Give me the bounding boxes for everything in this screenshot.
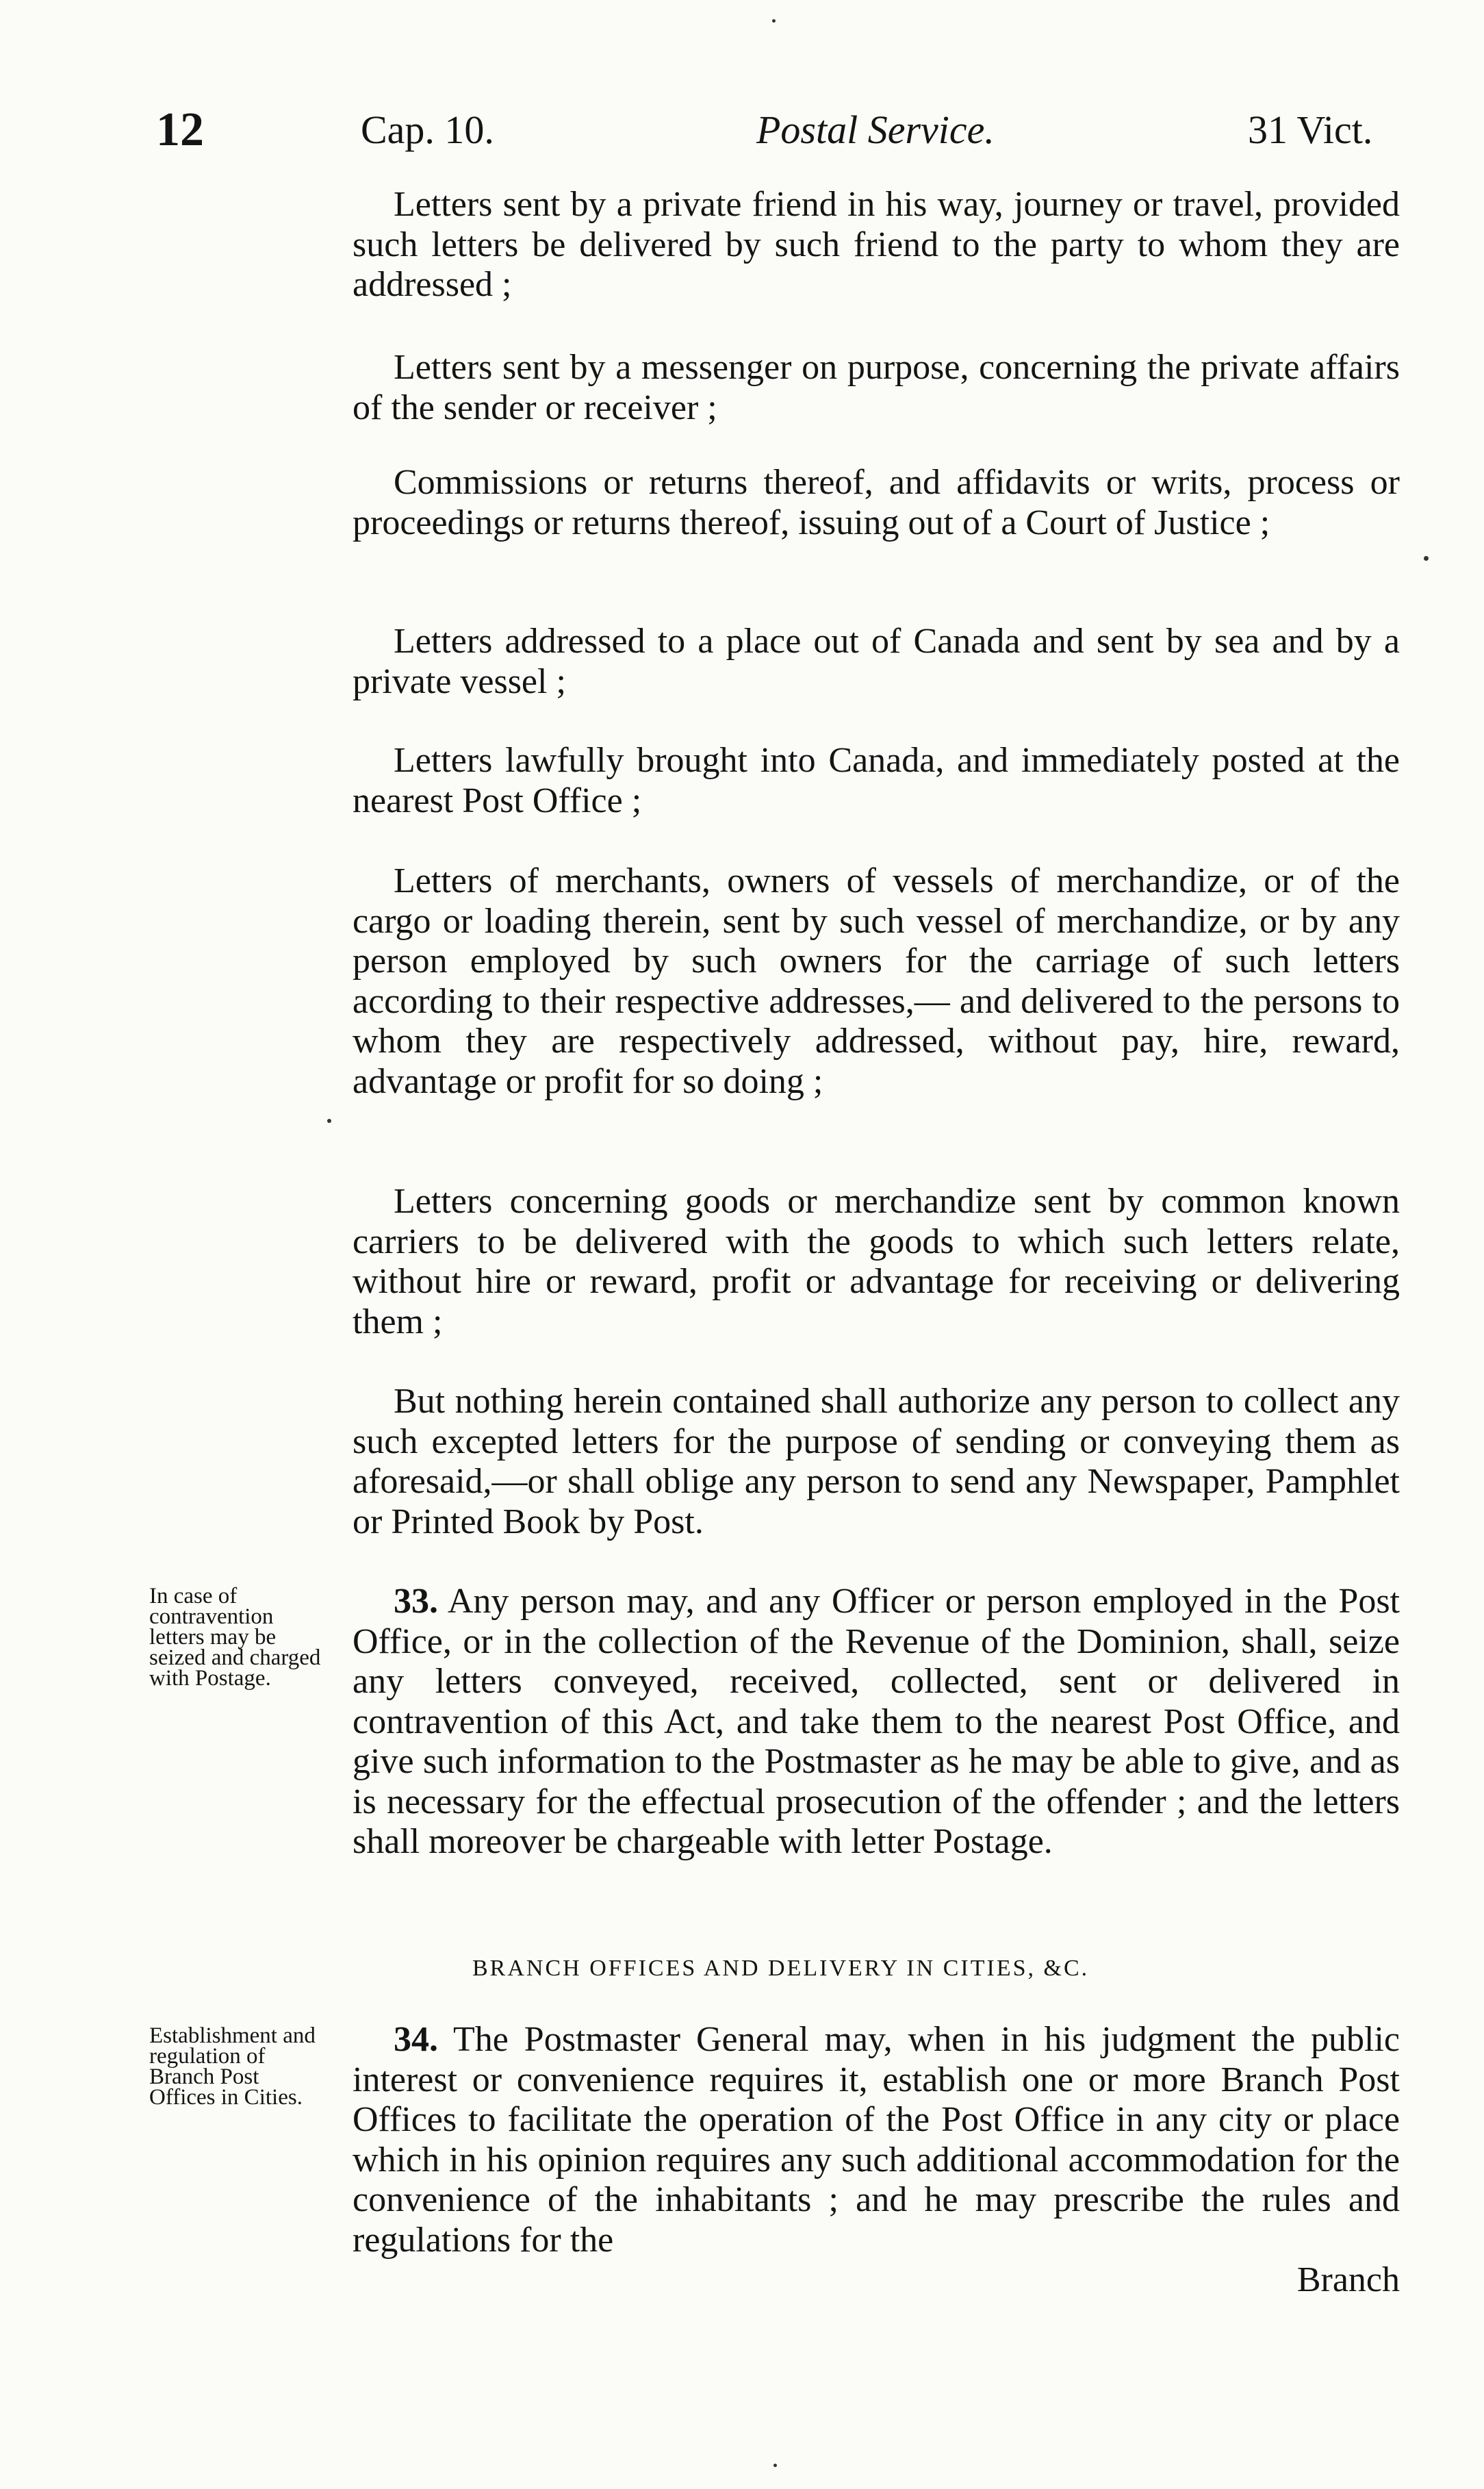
- paragraph-text: Letters of merchants, owners of vessels of merchandize, or of the cargo or loading therein, sent by such vessel of merchandize, or by any person employed by such owners for the carriage of such letters according to their respective addresses,— and delivered to the persons to whom they are respectively addressed, without pay, hire, reward, advantage or profit for so doing ;: [353, 861, 1400, 1101]
- section-33: [353, 1582, 1400, 1862]
- paragraph-merchants: [353, 861, 1400, 1102]
- running-title: Postal Service.: [756, 108, 995, 152]
- section-number: 34.: [394, 2020, 438, 2059]
- margin-note-section-34: Establishment and regulation of Branch Post Offices in Cities.: [149, 2023, 316, 2110]
- paragraph-messenger: [353, 348, 1400, 428]
- print-speck: [773, 2464, 777, 2467]
- section-34: [353, 2020, 1400, 2301]
- paragraph-text: Letters concerning goods or merchandize sent by common known carriers to be delivered with the goods to which such letters relate, without hire or reward, profit or advantage for receiving or delivering them ;: [353, 1182, 1400, 1341]
- paragraph-proviso: [353, 1382, 1400, 1542]
- catchword: Branch: [1296, 2260, 1400, 2299]
- paragraph-text: Letters sent by a private friend in his way, journey or travel, provided such letters be delivered by such friend to the party to whom they are addressed ;: [353, 185, 1400, 304]
- paragraph-text: Letters lawfully brought into Canada, and immediately posted at the nearest Post Office ;: [353, 741, 1400, 820]
- paragraph-text: Commissions or returns thereof, and affidavits or writs, process or proceedings or returns thereof, issuing out of a Court of Justice ;: [353, 463, 1400, 542]
- section-number: 33.: [394, 1582, 438, 1621]
- paragraph-text: Letters addressed to a place out of Canada and sent by sea and by a private vessel ;: [353, 622, 1400, 701]
- section-34-paragraph: [353, 2020, 1400, 2260]
- page-number: 12: [156, 103, 204, 156]
- section-heading: BRANCH OFFICES AND DELIVERY IN CITIES, &C.: [472, 1956, 1090, 1981]
- chapter-label: Cap. 10.: [361, 108, 494, 152]
- print-speck: [327, 1119, 331, 1123]
- print-speck: [1424, 556, 1429, 561]
- print-speck: [772, 19, 776, 23]
- section-text: The Postmaster General may, when in his judgment the public interest or convenience requires it, establish one or more Branch Post Offices to facilitate the operation of the Post Office in any city or place which in his opinion requires any such additional accommodation for the convenience of the inhabitants ; and he may prescribe the rules and regulations for the: [353, 2020, 1400, 2260]
- paragraph-text: But nothing herein contained shall authorize any person to collect any such excepted letters for the purpose of sending or conveying them as aforesaid,—or shall oblige any person to send any Newspaper, Pamphlet or Printed Book by Post.: [353, 1382, 1400, 1541]
- margin-note-section-33: In case of contravention letters may be seized and charged with Postage.: [149, 1584, 321, 1691]
- paragraph-commissions: [353, 463, 1400, 543]
- section-33-paragraph: [353, 1582, 1400, 1862]
- paragraph-common-carriers: [353, 1182, 1400, 1342]
- section-text: Any person may, and any Officer or person employed in the Post Office, or in the collection of the Revenue of the Dominion, shall, seize any letters conveyed, received, collected, sent or delivered in contravention of this Act, and take them to the nearest Post Office, and give such information to the Postmaster as he may be able to give, and as is necessary for the effectual prosecution of the offender ; and the letters shall moreover be chargeable with letter Postage.: [353, 1582, 1400, 1861]
- paragraph-lawfully-brought: [353, 741, 1400, 821]
- paragraph-private-friend: [353, 185, 1400, 305]
- running-header: [0, 103, 1484, 157]
- paragraph-out-of-canada: [353, 622, 1400, 702]
- regnal-year: 31 Vict.: [1248, 108, 1373, 152]
- paragraph-text: Letters sent by a messenger on purpose, concerning the private affairs of the sender or receiver ;: [353, 348, 1400, 427]
